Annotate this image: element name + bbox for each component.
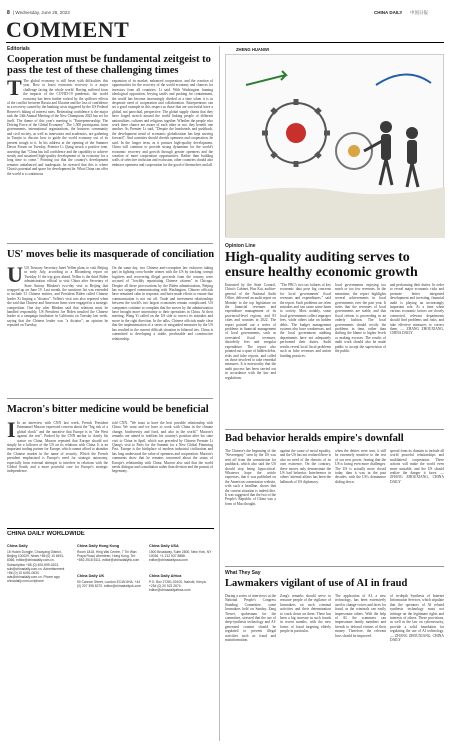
divider-1 xyxy=(7,243,213,244)
bad-behavior-headline: Bad behavior heralds empire's downfall xyxy=(225,433,404,444)
lead-headline: Cooperation must be fundamental zeitgeist to pass the test of these challenging times xyxy=(7,54,211,76)
editorials-label: Editorials xyxy=(7,46,30,52)
opinion-col-4: and performing their duties. In order to reveal major economic risks and promote better integrated development and investing, financial audit is playing an increasingly important role. At a time when various economic factors are closely connected, relevant departments should find problems and risks, and take effective measures to correct them. — ZHANG ZHOUXIANG, CHINA DAILY xyxy=(390,283,444,336)
opinion-headline: High-quality auditing serves to ensure healthy economic growth xyxy=(225,251,418,280)
cartoon-credit: ZHENG HUANWI xyxy=(236,47,270,52)
section-rule xyxy=(6,42,444,43)
second-col-2: On the same day, two Chinese anti-corruption law enforcers taking part in fighting cross-border crimes with the US by tracking corrupt fugitives and recovering illegal proceeds from the country were accused of "forcibly repatriating Chinese citizens" in Chicago. Despite all these provocations by the Biden administration, Beijing has not stopped communicating with Washington. Chinese officials have remained calm in response, and have made efforts to ensure that communication is not cut off. Trade and investment relationships between the world's two largest economies remain complicated. US companies continue to complain that the moves by the administration have brought more uncertainty to their operations in China. At their meeting, Wang Yi called on the US side to correct its mistakes and move in the right direction. In the talks, Chinese officials made clear that the implementation of a series of misguided measures by the US has resulted in the current difficult situation in bilateral ties. China is committed to developing a stable, predictable and constructive relationship. xyxy=(112,266,213,341)
opinion-label: Opinion Line xyxy=(225,243,256,249)
divider-4 xyxy=(225,566,444,567)
bad-col-4: spread from its domain to include all world peaceful relationships and multilateral cooperation. These actions will make the world even more unstable, and the US should realize the danger it faces. — ZHANG ZHOUXIANG, CHINA DAILY xyxy=(390,449,444,484)
section-title: COMMENT xyxy=(6,17,130,42)
what-they-say-label: What They Say xyxy=(225,570,261,576)
wts-col-4: of in-depth Synthesis of Internet Information Services, which stipulate that the operators of AI related synthesis technology must not infringe on the legitimate rights and interests of others. These provisions, as well as the law on cybersecurity, provide a solid foundation for regulating the use of AI technology. — ZHANG ZHOUXIANG, CHINA DAILY xyxy=(390,594,444,643)
office-africa: P.O. Box 27281-00100, Nairobi, Kenya. +254 (0) 20 522 2674. editor@chinadailyafrica.com xyxy=(149,580,207,593)
bad-col-1: The Chinese's the beginning of the "Sovereignty" seen by the US was sent off from the commission for pushback, which also said the US should stop being hypocritical. Whatever hope the article expresses, that it was published on the American commission website, with such a headline, shows that the current situation is indeed dire. It was suggested that the two of the People's Republic of China was a form of Mao thought. xyxy=(225,449,276,506)
opinion-col-2: "The PBC's two tax failures of key economic data pose big concerns for local governments' fiscal revenues and expenditures," said the report. Such problems are often mistakes and can cause some harm to society. Most notably, some local governments collect improper fees, while others take on hidden debts. The budget management systems also have weaknesses, and the local government auditing departments have not adequately performed their duties. Audit results reveal local fiscal problems such as false revenues and unfair funding practices. xyxy=(280,283,331,358)
office-beijing: 15 Huixin Dongjie, Chaoyang District, Beijing 100029. News +86 (0) 10 6491-8366. editor@chinadaily.com.cn. Subscription +86 (0) 400-699-0203. sub@chinadaily.com.cn. Advertisement +86 (0) 10 6491-0630. ads@chinadaily.com.cn. Phone app: chinadaily.com.cn/iphone xyxy=(7,550,65,584)
third-col-1 xyxy=(7,421,108,521)
masthead-name: CHINA DAILY xyxy=(374,10,403,15)
masthead-name-cn: 中国日报 xyxy=(410,10,428,15)
issue-date: | Wednesday, June 28, 2023 xyxy=(13,10,70,15)
drop-cap: I xyxy=(7,421,16,442)
second-text-1: US Treasury Secretary Janet Yellen plans to visit Beijing in early July, according to a Bloomberg report on Tuesday. If the trip goes ahead, Yellen is the third Biden administration official to visit China after Secretary of State Antony Blinken's two-day visit to Beijing that wrapped up on June 19. Last month, the sanctions list was extended to include 31 Chinese entities, and President Biden called Chinese leader Xi Jinping a "dictator". Yellen's visit was also reported when she said that Chinese and American firms were engaged in a strategic competition. One day after Blinken said that relations must be handled responsibly, US President Joe Biden insulted the Chinese leader at a campaign fundraiser in California on Tuesday last week, saying that the Chinese leader was "a dictator", an opinion he repeated on Tuesday. xyxy=(7,266,108,328)
divider-3 xyxy=(225,429,444,430)
worldwide-box xyxy=(7,528,214,740)
second-col-1 xyxy=(7,266,108,394)
third-text-1: In an interview with CNN last week, French President Emmanuel Macron expressed concern about the "big risk of a global shock" and the narrative that Europe is in "the West against the rest". Pushed by the CNN anchor to clarify his stance on China, Macron repeated that Europe should not simply be a follower of the US on its relations with China. It is an important trading partner for Europe, which cannot afford to abandon the Chinese market in the name of security. Which the French president emphasized is Europe's need for strategic autonomy, especially from external attempts to interfere in relations with the Global South, and a more powerful case for Europe's strategic independence. xyxy=(7,421,108,474)
office-hk: Room 1818, Hing Wai Centre, 7 Tin Wan Praya Road, Aberdeen, Hong Kong. Tel: +852 2518 5111. editor@chinadailyhk.com xyxy=(77,550,140,563)
office-usa: 1500 Broadway, Suite 2800, New York, NY 10036. +1 212 537 8888. editor@chinadailyusa.com xyxy=(149,550,212,563)
office-beijing-head: China Daily xyxy=(7,544,28,548)
office-uk-head: China Daily UK xyxy=(77,574,105,578)
bad-col-2: against the cause of racial equality, and the US has not realized there is also no need of the rhetoric of its own existence. On the contrary, these moves only demonstrate the US bad behavior. Interference in others' internal affairs has been the hallmark of US diplomacy. xyxy=(280,449,331,484)
cartoon-illustration xyxy=(225,54,444,237)
wts-col-1: During a series of interviews at the National People's Congress Standing Committee, some lawmakers held on Sunday. Zang Tiewei, spokesman for the committee, stressed that the use of deep-synthesis technology and AI-generated content should be regulated to prevent illegal activities such as fraud and misinformation. xyxy=(225,594,276,643)
worldwide-title: CHINA DAILY WORLDWIDE xyxy=(7,531,85,537)
opinion-col-3: local governments enjoying too much or too few revenues. In the meantime, the report highlights several achievements in local governments over the past year. It notes that the revenues of local governments are stable, and that fiscal reform is proceeding in an orderly fashion. The local governments should rectify the problems in time, rather than shifting the blame to higher levels or making excuses. The results of audit work should also be made public to accept the supervision of the public. xyxy=(335,283,386,354)
office-usa-head: China Daily USA xyxy=(149,544,179,548)
wts-col-3: The application of AI, a new technology, has been extensively used to change voices and faces for fraud, as the criminals can easily impersonate others. With the help of AI, the scammers can impersonate family members and friends to defraud victims of their money. Therefore, the relevant laws should be improved. xyxy=(335,594,386,638)
office-uk: 90 Cannon Street, London EC4N 6HA. +44 (0) 207 398 8270. editor@chinadailyuk.com xyxy=(77,580,141,589)
office-hk-head: China Daily Hong Kong xyxy=(77,544,120,548)
what-they-say-headline: Lawmakers vigilant of use of AI in fraud xyxy=(225,578,408,589)
opinion-col-1: Entrusted by the State Council, China's Cabinet, Hou Kai, auditor-general of the National Audit Office, delivered an audit report on Monday to the top legislature on the financial revenues and expenditure management of its provincial-level regions, and 83 cities and counties in 2022. The report pointed out a series of problems in financial management of local governments, such as overstated fiscal revenues, disorderly fees and irregular expenditure. The report also pointed out a spate of hidden debts, risks and false reports, and called on those involved to take remedial measures. It is noteworthy that the audit process has been carried out in accordance with the law and regulations. xyxy=(225,283,276,380)
third-col-2: told CNN. "We must to have the best possible relationship with China. We want and we have to work with China in the climate change, biodiversity and food, and also in the world." Macron's remarks are aimed to reaffirm his country's position after his state visit to China in April, which was preceded by Chinese Premier Li Qiang's visit to Paris for the Summit for a New Global Financing Pact. Europe is the birthplace of modern industrial civilization and has long understood the value of openness and cooperation. Macron's comments show that he remains concerned about the status of Europe's relationship with China. Macron also said that the world needs dialogue and consultation rather than division and the pursuit of hegemony. xyxy=(112,421,213,474)
gear-hub xyxy=(286,123,306,143)
page-number: 8 xyxy=(7,10,10,16)
wts-col-2: Zang's remarks should serve to reassure people of the vigilance of lawmakers on such criminal activities and their determination to crack down on them. There has been a big increase in such frauds in recent months, with the new forms of fraud targeting elderly people in particular. xyxy=(280,594,331,634)
gear-small-hub xyxy=(348,145,360,157)
column-divider xyxy=(219,46,220,741)
worldwide-rule xyxy=(7,528,214,529)
lead-col-1 xyxy=(7,79,108,238)
ground-shape xyxy=(226,187,445,238)
arrow-up xyxy=(246,71,286,85)
lead-col-2: expansion of its market, enhanced cooperation, and the creation of opportunities for the recovery of the world economy and chances for investors from all countries, Li said. With Washington framing ideological opposition, levying tariffs and pushing for containment, the world has become increasingly divided at a time when it is in desperate need of cooperation and collaboration. Entrepreneurs can set a good example in this respect as those that are successful have a global, not parochial, perspective. The global supply chains that they have forged stretch around the world linking people of different nationalities, cultures and religious together. Whether the people who work there chance are aware of each other or not, they benefit one another. As Premier Li said, "Despite the headwinds and pushback, the development trend of economic globalization has kept moving forward". And countries should cherish openness and cooperation, he said. In the longer term, as it pursues high-quality development, China will continue to provide strong dynamism for the world's economic recovery and growth through greater openness and the creation of more cooperation opportunities. Rather than building walls of selective inclusion and exclusion, other countries should also embrace openness and cooperation for the good of themselves and all. xyxy=(112,79,213,167)
arrow-curve xyxy=(376,74,431,85)
divider-2 xyxy=(7,398,213,399)
drop-cap: U xyxy=(7,266,23,287)
third-headline: Macron's bitter medicine would be beneficial xyxy=(7,404,209,415)
bad-col-3: when the deities were sent, it still be extremely sensitive to the rest of our new power, fearing that the US is facing even more challenges. The US is actually more closed today than it was in the past decades, with the US's dominance sliding down. xyxy=(335,449,386,484)
lead-text-1: The global economy is still beset with difficulties this year. How to boost economic recovery is a major challenge facing the whole world. Having suffered from the impacts of the COVID-19 pandemic, the world economy has been further rocked by the spillover effects of the conflict between Russia and Ukraine and the loss of confidence in a recovery caused by the banking crisis triggered by the US Federal Reserve's hiking of interest rates. Reiterating confidence is the major task the 14th Annual Meeting of the New Champions 2023 has set for itself. The theme of this year's meeting is "Entrepreneurship: The Driving Force of the Global Economy". The 1,500 participants, from governments, international organizations, the business community and civil society, as well as innovators and academics, are gathering in Tianjin to discuss how to guide the world economy out of its present trough to it. In his address at the opening of the Summer Davos Forum on Tuesday, Premier Li Qiang struck a positive tone, asserting that "China has full confidence and the capability to achieve steady and sustained high-quality development of its economy for a long time to come." Pointing out that the country's development remains unbalanced and inadequate, he stressed that this is where China's potential and space for development lie. What China can offer the world is a continuous xyxy=(7,79,108,176)
cartoon-drawing xyxy=(226,55,445,238)
office-africa-head: China Daily Africa xyxy=(149,574,182,578)
drop-cap: T xyxy=(7,79,22,100)
second-headline: US' moves belie its masquerade of conciliation xyxy=(7,249,215,260)
